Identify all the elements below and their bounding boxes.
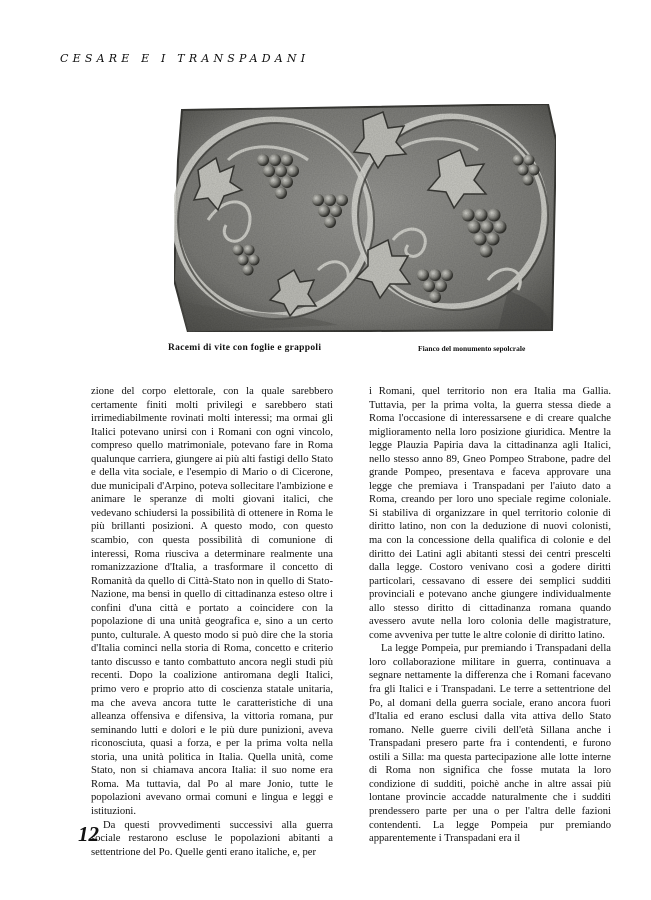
running-title: CESARE E I TRANSPADANI xyxy=(60,52,310,65)
figure-side-caption: Fianco del monumento sepolcrale xyxy=(418,344,526,353)
stone-relief-vine-image xyxy=(168,100,558,336)
paragraph: i Romani, quel territorio non era Italia ma Gallia. Tuttavia, per la prima volta, la guerra stessa diede a Roma l'occasione di interessarsene e di creare qualche miglioramento nella loro posizione giuridica. Mentre la legge Plauzia Papiria dava la cittadinanza agli Italici, nello stesso anno 89, Gneo Pompeo Strabone, padre del grande Pompeo, presentava e faceva approvare una legge che premiava i Transpadani per l'aiuto dato a Roma, creando per loro uno speciale regime coloniale. Si stabiliva di organizzare in quel territorio colonie di diritto latino, non con la deduzione di nuovi colonisti, ma con la concessione della qualifica di colonie e del diritto dei Latini agli abitanti stessi dei centri prescelti dalla legge. Costoro venivano così a godere diritti particolari, cessavano di essere dei semplici sudditi provinciali e potevano anche giungere individualmente allo stesso diritto di cittadinanza romana quando avessero avute nella loro colonia delle magistrature, come avveniva per tutte le altre colonie di diritto latino. xyxy=(369,386,611,641)
figure-caption: Racemi di vite con foglie e grappoli xyxy=(168,343,322,353)
paragraph: zione del corpo elettorale, con la quale sarebbero certamente finiti molti privilegi e sarebbero stati irrimediabilmente rovinati molti interessi; ma ormai gli Italici potevano unirsi con i Romani con ogni vincolo, compreso quello matrimoniale, potevano fare in Roma qualunque carriera, giungere ai più alti fastigi dello Stato e della vita sociale, e l'esempio di Mario o di Cicerone, due municipali d'Arpino, poteva sollecitare l'ambizione e animare le speranze di molti giovani italici, che vedevano schiudersi la possibilità di ottenere in Roma le più brillanti posizioni. A questo modo, con questo scambio, con questa possibilità di comunione di interessi, Roma riusciva a determinare realmente una romanizzazione d'Italia, a trasformare il concetto di Romanità da quello di Città-Stato non in quello di Stato-Nazione, ma bensì in quello di cittadinanza esteso oltre i confini d'una città e portato a coincidere con la popolazione di una unità geografica e, sino a un certo punto, culturale. A questo modo si può dire che la storia d'Italia cominci nella storia di Roma, concetto e criterio tanto discusso e tanto combattuto ancora negli studi più recenti. Dopo la coalizione antiromana degli Italici, primo vero e proprio atto di coscienza statale unitaria, ma che aveva ancora tutte le caratteristiche di una alleanza offensiva e difensiva, la vittoria romana, pur seminando lutti e dolori e le più dure punizioni, aveva riconosciuta, quasi a forza, e per la prima volta nella storia, una unità politica in Italia. Quella unità, come Stato, non si chiamava ancora Italia: il suo nome era Roma. Ma tuttavia, dal Po al mare Jonio, tutte le popolazioni avevano ormai comuni e lingua e leggi e istituzioni. xyxy=(91,386,333,817)
paragraph: Da questi provvedimenti successivi alla guerra sociale restarono escluse le popolazioni abitanti a settentrione del Po. Quelle genti erano italiche, e, per xyxy=(91,819,333,858)
page-number: 12 xyxy=(78,822,99,846)
paragraph: La legge Pompeia, pur premiando i Transpadani della loro collaborazione militare in guerra, continuava a segnare nettamente la differenza che i Romani facevano fra gli Italici e i Transpadani. Le terre a settentrione del Po, al domani della guerra sociale, erano ancora fuori d'Italia ed erano esclusi dalla vita attiva dello Stato romano. Nelle guerre civili dell'età Sillana anche i Transpadani presero parte fra i contendenti, e furono ostili a Silla: ma questa partecipazione alle lotte interne di Roma non significa che fosse mutata la loro condizione di sudditi, poichè anche in altre assai più lontane provincie accadde naturalmente che i sudditi prendessero parte per una o per l'altra delle fazioni contendenti. La legge Pompeia pur premiando apparentemente i Transpadani era il xyxy=(369,643,611,845)
right-text-column xyxy=(369,385,611,846)
left-text-column xyxy=(91,385,333,859)
stone-relief-figure xyxy=(168,100,558,336)
